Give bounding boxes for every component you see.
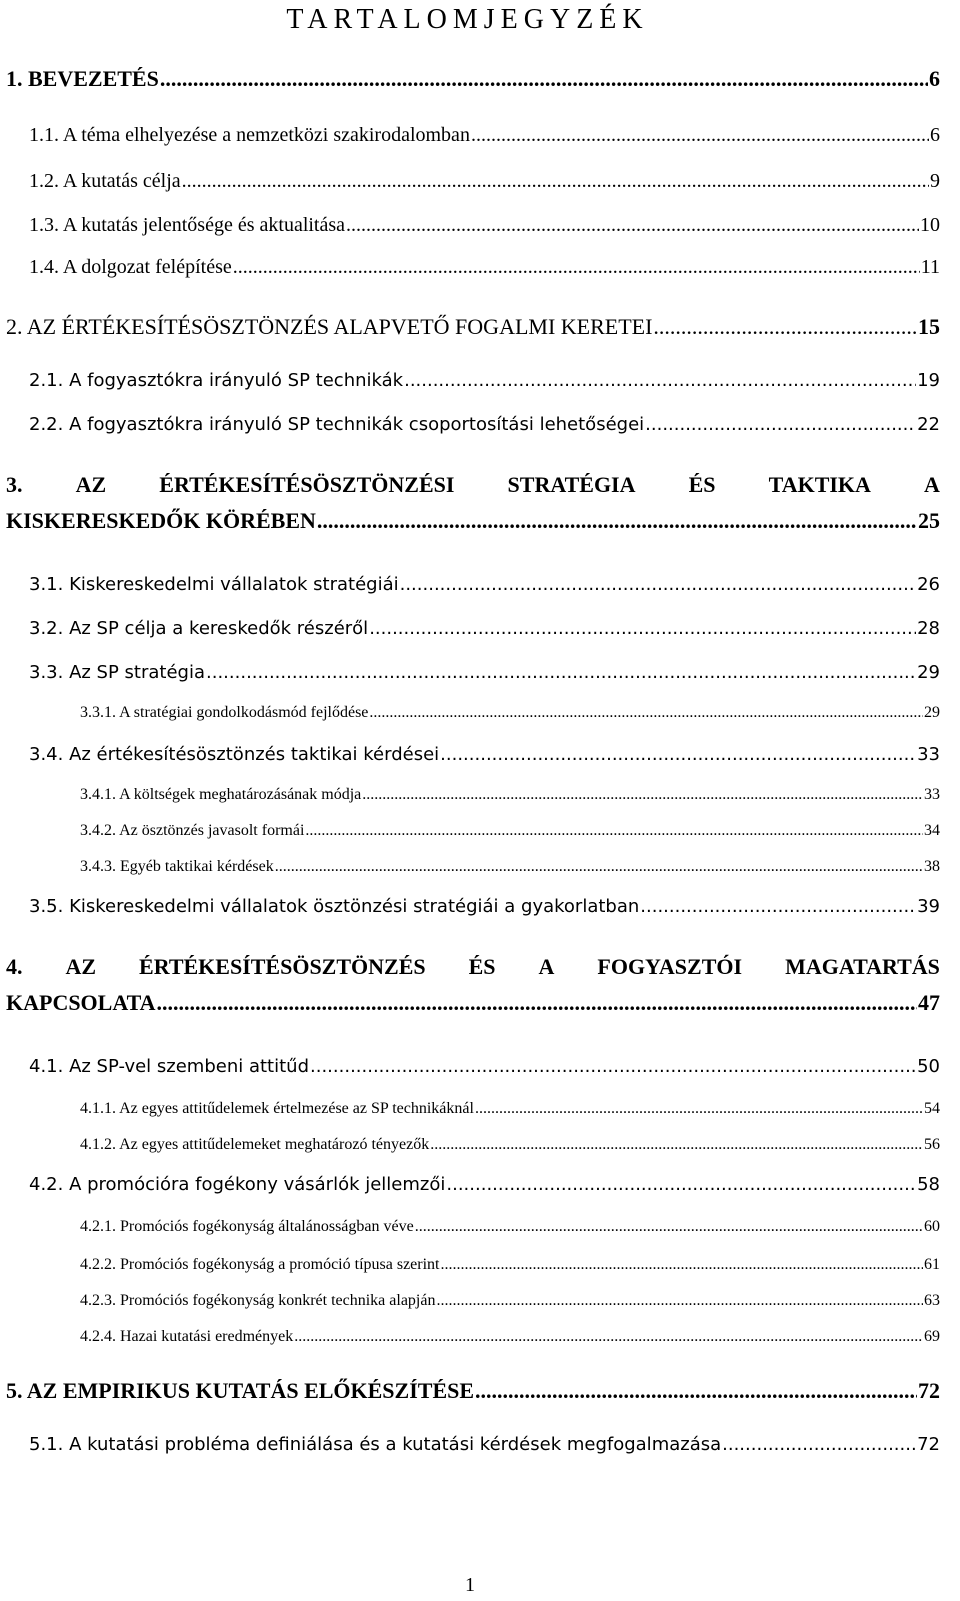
dot-leader [310,1056,916,1077]
dot-leader [430,1136,923,1154]
toc-entry-page: 6 [930,124,940,146]
toc-entry-text: 3.4.2. Az ösztönzés javasolt formái [80,822,305,839]
dot-leader [206,662,916,683]
toc-entry[interactable] [80,1218,940,1236]
toc-entry[interactable] [29,574,940,595]
toc-entry-text: 2.1. A fogyasztókra irányuló SP technikák [29,370,404,391]
toc-entry-page: 38 [924,858,940,875]
dot-leader [471,124,929,147]
toc-entry-text: 3.4. Az értékesítésösztönzés taktikai kérdései [29,744,440,765]
heading-word: A [538,954,555,979]
heading-word: ÉS [468,954,496,979]
toc-entry-page: 25 [918,508,940,533]
toc-entry-page: 61 [924,1256,940,1273]
dot-leader [475,1378,917,1404]
toc-entry[interactable] [29,414,940,435]
toc-entry-text: 1.3. A kutatás jelentősége és aktualitása [29,214,346,236]
toc-entry-text: 4.2.4. Hazai kutatási eredmények [80,1328,294,1345]
dot-leader [475,1100,923,1118]
toc-entry[interactable] [29,1056,940,1077]
toc-entry-page: 63 [924,1292,940,1309]
toc-entry-page: 33 [917,744,940,765]
toc-entry[interactable] [29,744,940,765]
toc-entry[interactable] [80,1256,940,1274]
dot-leader [157,990,917,1016]
toc-entry[interactable] [29,256,940,279]
toc-entry-page: 50 [917,1056,940,1077]
toc-entry[interactable] [6,66,940,92]
toc-title: TARTALOMJEGYZÉK [286,4,649,35]
toc-entry-text: 2. AZ ÉRTÉKESÍTÉSÖSZTÖNZÉS ALAPVETŐ FOGALMI KERETEI [6,314,653,339]
toc-entry[interactable] [29,618,940,639]
heading-word: ÉRTÉKESÍTÉSÖSZTÖNZÉS [139,954,426,979]
heading-first-line [6,954,940,980]
toc-entry-text: 5. AZ EMPIRIKUS KUTATÁS ELŐKÉSZÍTÉSE [6,1378,475,1403]
dot-leader [400,574,916,595]
toc-entry[interactable] [6,314,940,340]
heading-text: KAPCSOLATA [6,990,156,1015]
heading-word: 3. [6,472,23,497]
toc-entry-page: 22 [917,414,940,435]
toc-entry[interactable] [29,896,940,917]
toc-entry-page: 26 [917,574,940,595]
toc-entry-text: 1.4. A dolgozat felépítése [29,256,232,278]
dot-leader [294,1328,923,1346]
toc-entry-text: 3.2. Az SP célja a kereskedők részéről [29,618,369,639]
toc-entry-text: 5.1. A kutatási probléma definiálása és a kutatási kérdések megfogalmazása [29,1434,722,1455]
toc-entry-page: 28 [917,618,940,639]
dot-leader [446,1174,916,1195]
toc-entry[interactable] [29,370,940,391]
heading-word: 4. [6,954,23,979]
dot-leader [436,1292,923,1310]
toc-entry-text: 3.1. Kiskereskedelmi vállalatok stratégiái [29,574,399,595]
dot-leader [722,1434,916,1455]
toc-entry[interactable] [80,822,940,840]
toc-entry-page: 60 [924,1218,940,1235]
dot-leader [404,370,916,391]
dot-leader [441,1256,924,1274]
toc-entry-text: 3.3. Az SP stratégia [29,662,206,683]
dot-leader [275,858,923,876]
toc-entry[interactable] [29,170,940,193]
toc-entry-text: 4.1.2. Az egyes attitűdelemeket meghatározó tényezők [80,1136,430,1153]
heading-word: ÉS [688,472,716,497]
heading-word: STRATÉGIA [507,472,636,497]
dot-leader [233,256,920,279]
toc-entry-page: 11 [920,256,940,278]
dot-leader [362,786,923,804]
toc-entry[interactable] [80,1100,940,1118]
toc-entry-text: 4.2. A promócióra fogékony vásárlók jellemzői [29,1174,446,1195]
toc-entry-page: 54 [924,1100,940,1117]
toc-entry[interactable] [80,1136,940,1154]
toc-entry-page: 58 [917,1174,940,1195]
toc-entry-text: 1. BEVEZETÉS [6,66,159,91]
heading-word: TAKTIKA [768,472,871,497]
toc-entry-text: 4.2.2. Promóciós fogékonyság a promóció típusa szerint [80,1256,440,1273]
heading-word: AZ [65,954,97,979]
toc-entry[interactable] [80,786,940,804]
toc-entry-page: 72 [918,1378,940,1403]
toc-entry-text: 3.3.1. A stratégiai gondolkodásmód fejlődése [80,704,369,721]
heading-text: KISKERESKEDŐK KÖRÉBEN [6,508,316,533]
toc-entry-text: 1.1. A téma elhelyezése a nemzetközi szakirodalomban [29,124,470,146]
toc-entry-page: 72 [917,1434,940,1455]
toc-entry-page: 33 [924,786,940,803]
toc-entry-text: 4.1. Az SP-vel szembeni attitűd [29,1056,310,1077]
heading-second-line [6,990,940,1016]
heading-word: A [924,472,940,497]
toc-entry-text: 4.2.3. Promóciós fogékonyság konkrét technika alapján [80,1292,436,1309]
heading-word: MAGATARTÁS [785,954,940,979]
toc-heading-4[interactable] [6,954,940,1016]
toc-entry-page: 39 [917,896,940,917]
dot-leader [640,896,916,917]
toc-entry[interactable] [80,858,940,876]
dot-leader [369,704,923,722]
dot-leader [160,66,928,92]
toc-entry-text: 3.4.1. A költségek meghatározásának módja [80,786,362,803]
heading-word: ÉRTÉKESÍTÉSÖSZTÖNZÉSI [159,472,455,497]
toc-entry[interactable] [29,662,940,683]
dot-leader [305,822,923,840]
toc-entry-text: 4.2.1. Promóciós fogékonyság általánosságban véve [80,1218,414,1235]
toc-entry-page: 10 [920,214,940,236]
page-number: 1 [465,1574,475,1596]
toc-entry[interactable] [80,704,940,722]
toc-entry-page: 15 [918,314,940,339]
dot-leader [440,744,916,765]
toc-heading-3[interactable] [6,472,940,534]
toc-entry-page: 9 [930,170,940,192]
heading-word: AZ [75,472,107,497]
toc-entry-page: 29 [924,704,940,721]
toc-entry[interactable] [29,124,940,147]
toc-entry-page: 29 [917,662,940,683]
toc-entry-text: 1.2. A kutatás célja [29,170,181,192]
toc-entry-text: 3.5. Kiskereskedelmi vállalatok ösztönzési stratégiái a gyakorlatban [29,896,640,917]
dot-leader [182,170,929,193]
dot-leader [317,508,917,534]
toc-entry-text: 3.4.3. Egyéb taktikai kérdések [80,858,274,875]
toc-entry-page: 19 [917,370,940,391]
toc-entry-text: 2.2. A fogyasztókra irányuló SP technikák csoportosítási lehetőségei [29,414,645,435]
dot-leader [369,618,916,639]
toc-entry-page: 34 [924,822,940,839]
toc-entry[interactable] [80,1292,940,1310]
toc-entry[interactable] [6,1378,940,1404]
heading-first-line [6,472,940,498]
toc-entry-page: 56 [924,1136,940,1153]
toc-entry[interactable] [80,1328,940,1346]
heading-second-line [6,508,940,534]
toc-entry[interactable] [29,1434,940,1455]
heading-word: FOGYASZTÓI [597,954,743,979]
toc-entry[interactable] [29,214,940,237]
toc-entry[interactable] [29,1174,940,1195]
toc-entry-page: 69 [924,1328,940,1345]
dot-leader [653,314,917,340]
dot-leader [415,1218,923,1236]
toc-entry-text: 4.1.1. Az egyes attitűdelemek értelmezése az SP technikáknál [80,1100,474,1117]
dot-leader [645,414,916,435]
toc-entry-page: 47 [918,990,940,1015]
dot-leader [346,214,919,237]
toc-entry-page: 6 [929,66,940,91]
